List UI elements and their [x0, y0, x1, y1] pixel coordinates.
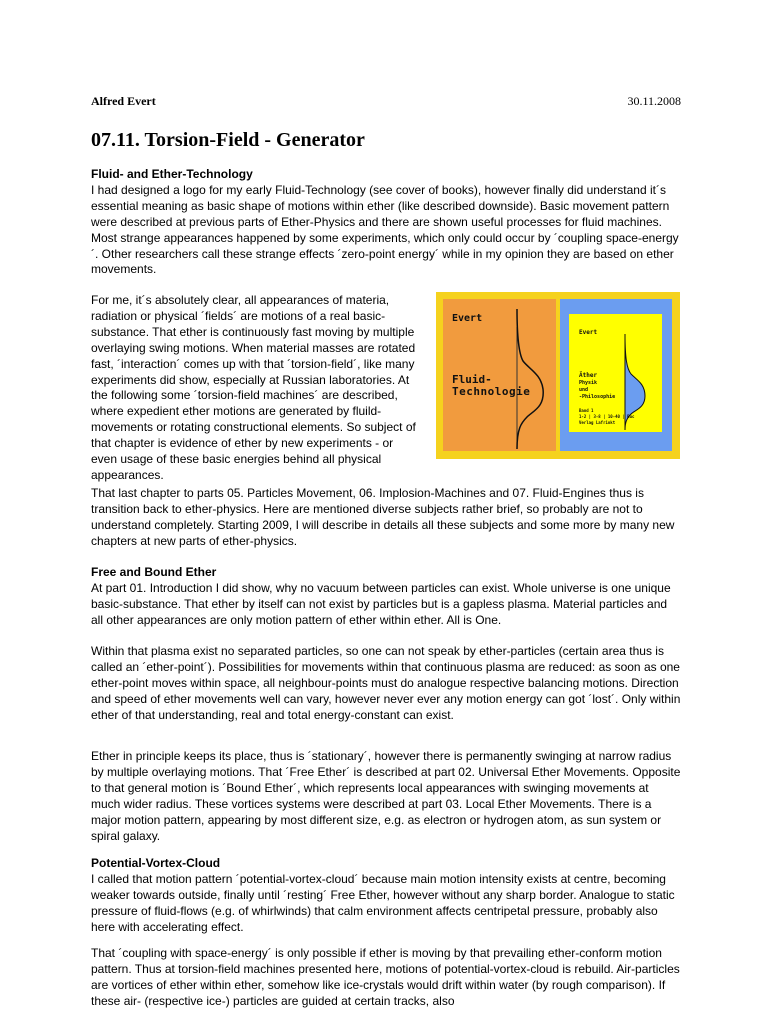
- logo-label: 1-2 | 3-8 | 10-40 | Buc: [579, 414, 635, 419]
- paragraph: I called that motion pattern ´potential-vortex-cloud´ because main motion intensity exists at centre, becoming weaker towards outside, finally until ´resting´ Free Ether, however without any sharp border. Analogue to static pressure of fluid-flows (e.g. of whirlwinds) that calm environment affects centripetal pressure, probably also here with accelerating effect.: [91, 871, 675, 934]
- logo-figure: [436, 292, 680, 459]
- paragraph: For me, it´s absolutely clear, all appearances of materia, radiation or physical ´fields´ are motions of a real basic-substance. That ether is continuously fast moving by multiple overlaying swing motions. When material masses are rotated fast, ´interaction´ comes up with that ´torsion-field´, like many experiments did show, especially at Russian laboratories. At the following some ´torsion-field machines´ are described, where expedient ether motions are generated by fluild-movements or rotating constructional elements. So subject of that chapter is evidence of ether by new experiments - or even usage of these basic energies behind all physical appearances.: [91, 293, 416, 482]
- paragraph: At part 01. Introduction I did show, why no vacuum between particles can exist. Whole universe is one unique basic-substance. That ether by itself can not exist by particles but is a gapless plasma. Material particles and all other appearances are only motion pattern of ether within ether. All is One.: [91, 580, 671, 627]
- paragraph: Within that plasma exist no separated particles, so one can not speak by ether-particles (certain area thus is called an ´ether-point´). Possibilities for movements within that continuous plasma are reduced: as soon as one ether-point moves within space, all neighbour-points must do analogue respective balancing motions. Direction and speed of ether movements well can vary, however never ever any motion energy can got ´lost´. Only within ether of that understanding, real and total energy-constant can exist.: [91, 644, 681, 722]
- page-title: 07.11. Torsion-Field - Generator: [91, 129, 365, 151]
- paragraph: Ether in principle keeps its place, thus is ´stationary´, however there is permanently swinging at narrow radius by multiple overlaying motions. That ´Free Ether´ is described at part 02. Universal Ether Movements. Opposite to that general motion is ´Bound Ether´, which represents local appearances with swinging movements at much wider radius. These vortices systems were described at part 03. Local Ether Movements. There is a major motion pattern, appearing by most different size, e.g. as electron or hydrogen atom, as sun system or spiral galaxy.: [91, 749, 681, 843]
- paragraph-block: [91, 946, 681, 1010]
- paragraph-block: [91, 293, 421, 484]
- paragraph-block: [91, 749, 681, 844]
- section-heading: Fluid- and Ether-Technology: [91, 167, 253, 181]
- logo-label: Verlag Lafrinkt: [579, 420, 616, 425]
- logo-label: Evert: [579, 329, 598, 336]
- document-header: [91, 94, 681, 110]
- paragraph: That last chapter to parts 05. Particles Movement, 06. Implosion-Machines and 07. Fluid-Engines thus is transition back to ether-physics. Here are mentioned diverse subjects rather brief, so probably are not to understand completely. Starting 2009, I will describe in details all these subjects and some more by many new chapters at new parts of ether-physics.: [91, 486, 675, 548]
- section-potential-vortex-cloud: [91, 856, 681, 936]
- logo-label: Fluid-: [452, 373, 492, 386]
- paragraph: I had designed a logo for my early Fluid-Technology (see cover of books), however finally did understand it´s essential meaning as basic shape of motions within ether (like described downside). Basic movement pattern were described at previous parts of Ether-Physics and there are shown useful processes for fluid machines. Most strange appearances happened by some experiments, which only could occur by ´coupling space-energy´. Other researchers call these strange effects ´zero-point energy´ while in my opinion they are based on ether movements.: [91, 182, 679, 277]
- paragraph: That ´coupling with space-energy´ is only possible if ether is moving by that prevailing ether-conform motion pattern. Thus at torsion-field machines presented here, motions of potential-vortex-cloud is rebuild. Air-particles are vortices of ether within ether, somehow like ice-crystals would drift within water (by rough comparison). If these air- (respective ice-) particles are guided at certain tracks, also: [91, 946, 680, 1008]
- logo-label: Evert: [452, 313, 483, 324]
- logo-label: Äther: [579, 372, 598, 379]
- book-cover: [569, 314, 662, 432]
- author-name: Alfred Evert: [91, 94, 156, 108]
- fluid-technology-logo: [443, 299, 556, 451]
- logo-label: Technologie: [452, 385, 531, 398]
- paragraph-block: [91, 644, 681, 724]
- document-date: 30.11.2008: [627, 94, 681, 108]
- logo-label: -Philosophie: [579, 394, 616, 400]
- ether-physics-logo: [560, 299, 672, 451]
- section-heading: Free and Bound Ether: [91, 565, 217, 579]
- logo-label: und: [579, 387, 589, 393]
- section-heading: Potential-Vortex-Cloud: [91, 856, 221, 870]
- paragraph-block: [91, 486, 681, 550]
- logo-label: Physik: [579, 380, 598, 386]
- section-free-bound-ether: [91, 565, 681, 629]
- logo-label: Band 1: [579, 408, 594, 413]
- section-fluid-ether: [91, 167, 681, 278]
